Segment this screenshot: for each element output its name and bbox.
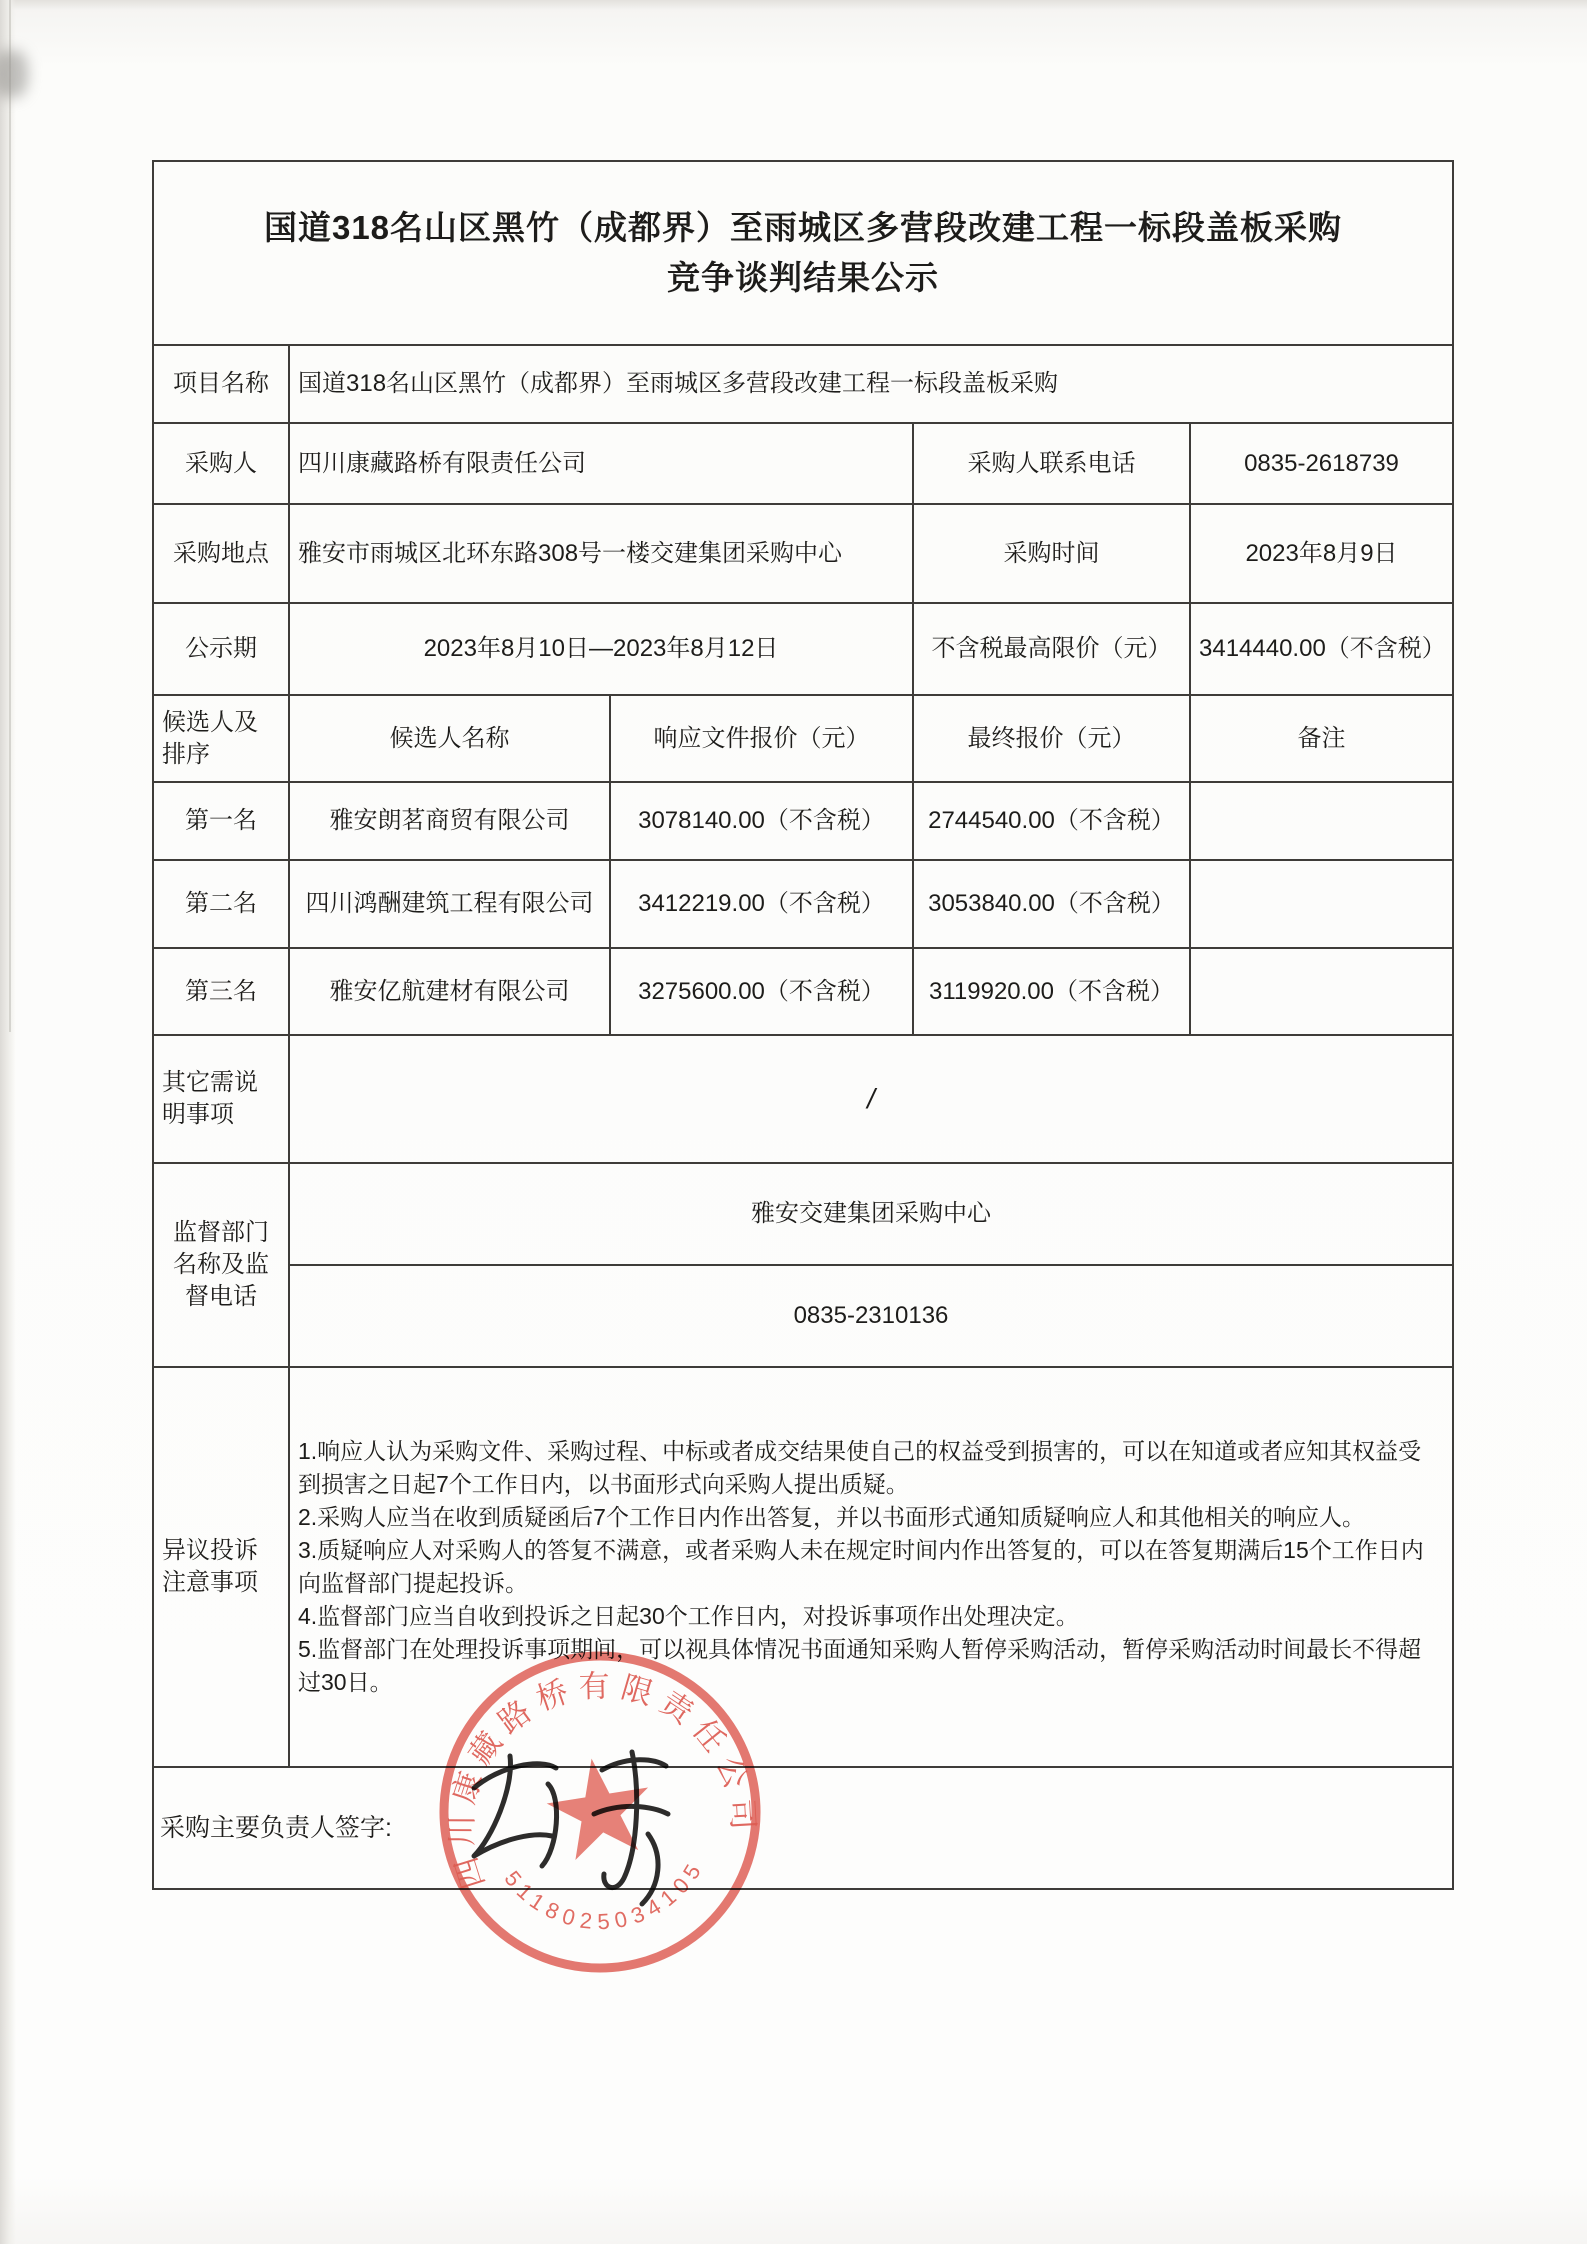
candidate-1-final-price: 2744540.00（不含税） (912, 783, 1189, 859)
purchase-time-value: 2023年8月9日 (1189, 505, 1452, 602)
purchaser-phone-label: 采购人联系电话 (912, 424, 1189, 503)
supervision-phone: 0835-2310136 (290, 1264, 1452, 1366)
scan-artifact-smudge (0, 50, 28, 98)
objection-notice-list (298, 1435, 1444, 1699)
candidates-name-header: 候选人名称 (288, 696, 609, 781)
signature (452, 1726, 717, 1911)
objection-item-4: 4.监督部门应当自收到投诉之日起30个工作日内，对投诉事项作出处理决定。 (298, 1603, 1079, 1629)
title-line-1: 国道318名山区黑竹（成都界）至雨城区多营段改建工程一标段盖板采购 (263, 209, 1343, 246)
candidates-remark-header: 备注 (1189, 696, 1452, 781)
objection-item-3: 3.质疑响应人对采购人的答复不满意，或者采购人未在规定时间内作出答复的，可以在答复期满后15个工作日内向监督部门提起投诉。 (298, 1537, 1424, 1596)
signature-stroke (594, 1806, 668, 1814)
signature-stroke (542, 1784, 557, 1866)
candidates-final-price-header: 最终报价（元） (912, 696, 1189, 781)
objection-notice-row (154, 1366, 1452, 1766)
publicity-period-value: 2023年8月10日—2023年8月12日 (288, 604, 912, 694)
other-notes-label: 其它需说明事项 (162, 1069, 258, 1128)
signature-stroke (474, 1764, 556, 1788)
signature-label: 采购主要负责人签字: (160, 1814, 392, 1842)
scan-artifact-left-edge (0, 0, 16, 2244)
candidate-1-doc-price: 3078140.00（不含税） (609, 783, 912, 859)
supervision-label: 监督部门名称及监督电话 (173, 1219, 269, 1310)
signature-row (154, 1766, 1452, 1888)
supervision-dept-name: 雅安交建集团采购中心 (751, 1200, 991, 1227)
project-name-label: 项目名称 (173, 370, 269, 397)
candidate-2-doc-price: 3412219.00（不含税） (609, 861, 912, 947)
scan-artifact-top-edge (0, 0, 1587, 10)
document-title (154, 162, 1452, 344)
signature-stroke (604, 1752, 637, 1888)
candidate-1-rank: 第一名 (185, 807, 257, 834)
objection-item-5: 5.监督部门在处理投诉事项期间，可以视具体情况书面通知采购人暂停采购活动，暂停采购活动时间最长不得超过30日。 (298, 1636, 1422, 1695)
location-label: 采购地点 (173, 539, 269, 567)
title-line-2: 竞争谈判结果公示 (667, 259, 939, 296)
candidate-1-name: 雅安朗茗商贸有限公司 (288, 783, 609, 859)
candidate-row-1 (154, 781, 1452, 859)
seal-company-name: 四川康藏路桥有限责任公司 (444, 1668, 762, 1893)
publicity-period-row (154, 602, 1452, 694)
project-name-row (154, 344, 1452, 422)
candidate-2-final-price: 3053840.00（不含税） (912, 861, 1189, 947)
candidates-header-row (154, 694, 1452, 781)
objection-notice-label: 异议投诉注意事项 (162, 1537, 258, 1596)
publicity-period-label: 公示期 (185, 635, 257, 662)
candidate-2-name: 四川鸿酬建筑工程有限公司 (288, 861, 609, 947)
supervision-values (288, 1164, 1452, 1366)
location-value: 雅安市雨城区北环东路308号一楼交建集团采购中心 (288, 505, 912, 602)
max-price-value: 3414440.00（不含税） (1189, 604, 1452, 694)
purchaser-value: 四川康藏路桥有限责任公司 (288, 424, 912, 503)
candidate-3-remark (1189, 949, 1452, 1034)
purchase-time-label: 采购时间 (912, 505, 1189, 602)
result-announcement-table (152, 160, 1454, 1890)
candidate-2-rank: 第二名 (185, 890, 257, 917)
title-row (154, 162, 1452, 344)
candidates-doc-price-header: 响应文件报价（元） (609, 696, 912, 781)
location-row (154, 503, 1452, 602)
candidate-3-final-price: 3119920.00（不含税） (912, 949, 1189, 1034)
purchaser-label: 采购人 (185, 449, 257, 477)
other-notes-value: / (867, 1083, 875, 1114)
seal-number: 5118025034105 (499, 1854, 710, 1935)
candidate-3-rank: 第三名 (185, 977, 257, 1005)
candidate-2-remark (1189, 861, 1452, 947)
other-notes-row (154, 1034, 1452, 1162)
objection-item-1: 1.响应人认为采购文件、采购过程、中标或者成交结果使自己的权益受到损害的，可以在知道或者应知其权益受到损害之日起7个工作日内，以书面形式向采购人提出质疑。 (298, 1438, 1422, 1497)
purchaser-row (154, 422, 1452, 503)
objection-item-2: 2.采购人应当在收到质疑函后7个工作日内作出答复，并以书面形式通知质疑响应人和其他相关的响应人。 (298, 1504, 1365, 1530)
candidate-1-remark (1189, 783, 1452, 859)
purchaser-phone-value: 0835-2618739 (1189, 424, 1452, 503)
candidate-3-name: 雅安亿航建材有限公司 (288, 949, 609, 1034)
candidate-row-3 (154, 947, 1452, 1034)
signature-stroke (474, 1756, 552, 1856)
supervision-row (154, 1162, 1452, 1366)
candidate-3-doc-price: 3275600.00（不含税） (609, 949, 912, 1034)
scan-artifact-line (9, 0, 11, 1032)
candidate-row-2 (154, 859, 1452, 947)
max-price-label: 不含税最高限价（元） (912, 604, 1189, 694)
project-name-value: 国道318名山区黑竹（成都界）至雨城区多营段改建工程一标段盖板采购 (288, 346, 1452, 422)
signature-stroke (642, 1834, 658, 1904)
candidates-rank-header: 候选人及排序 (162, 708, 258, 768)
